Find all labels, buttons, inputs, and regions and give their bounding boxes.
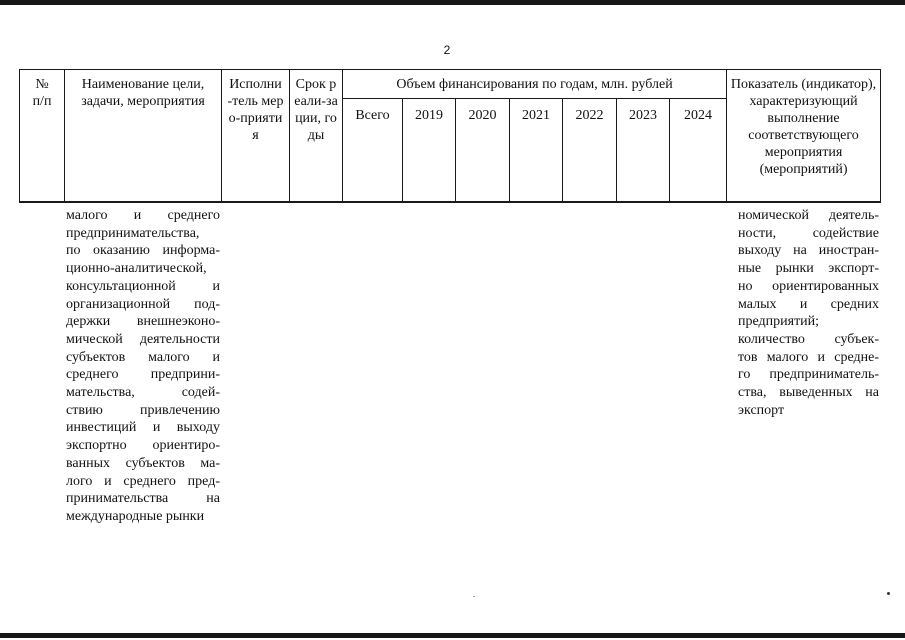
top-border [0,0,905,5]
header-year-label: 2023 [629,108,657,123]
text-line: ности, содействие [738,225,879,241]
header-total-label: Всего [355,108,390,123]
text-line: субъектов малого и [66,349,220,365]
text-line: экспортно ориентиро- [66,438,220,454]
text-line: мической деятельности [66,331,220,347]
text-line: международные рынки [66,508,205,524]
header-indicator-label: Показатель (индикатор), характеризующий выполнение соответствующего мероприятия (мероприятий) [730,77,877,177]
header-year-cell [617,99,670,203]
text-line: по оказанию информа- [66,243,220,259]
header-term-cell [290,70,343,203]
text-line: малых и средних [738,296,879,312]
text-line: организационной под- [66,296,220,312]
header-bottom-rule [19,201,880,203]
text-line: ства, выведенных на [738,385,879,401]
text-line: экспорт [738,402,785,418]
header-year-label: 2020 [468,108,497,123]
text-line: ные рынки экспорт- [738,261,879,277]
indicator-description-text [738,207,879,419]
event-description-text [66,207,220,526]
header-year-cell [670,99,727,203]
text-line: принимательства на [66,491,220,507]
text-line: тов малого и средне- [738,349,879,365]
page-number: 2 [443,43,451,57]
text-line: выходу на иностран- [738,243,879,259]
header-year-label: 2022 [575,108,604,123]
header-total-cell [343,99,403,203]
header-name-label: Наименование цели, задачи, мероприятия [81,77,205,109]
header-executor-label: Исполни-тель меро-приятия [227,77,284,143]
header-funding-cell [343,70,727,99]
text-line: ванных субъектов ма- [66,455,220,471]
scan-speck [887,592,890,595]
header-year-cell [510,99,563,203]
scan-speck [473,596,475,597]
header-number-cell [20,70,65,203]
header-year-label: 2019 [415,108,443,123]
bottom-border [0,633,905,638]
header-indicator-cell [727,70,881,203]
header-funding-label: Объем финансирования по годам, млн. рублей [396,77,673,92]
header-name-cell [65,70,222,203]
header-year-label: 2021 [522,108,550,123]
text-line: ствию привлечению [66,402,220,418]
text-line: предпринимательства, [66,225,200,241]
header-year-cell [456,99,510,203]
header-year-cell [403,99,456,203]
text-line: ционно-аналитической, [66,261,207,277]
text-line: но ориентированных [738,278,879,294]
text-line: инвестиций и выходу [66,420,220,436]
text-line: количество субъек- [738,331,879,347]
header-number-label: № п/п [32,77,52,109]
text-line: номической деятель- [738,208,879,223]
text-line: среднего предприни- [66,367,220,383]
text-line: го предприниматель- [738,367,879,383]
text-line: консультационной и [66,278,220,294]
text-line: предприятий; [738,314,820,330]
header-term-label: Срок реали-зации, годы [294,77,338,143]
text-line: держки внешнеэконо- [66,314,220,330]
text-line: лого и среднего пред- [66,473,220,489]
table-header [19,69,881,203]
text-line: малого и среднего [66,208,220,223]
header-executor-cell [222,70,290,203]
header-year-cell [563,99,617,203]
header-year-label: 2024 [684,108,713,123]
text-line: мательства, содей- [66,385,220,401]
